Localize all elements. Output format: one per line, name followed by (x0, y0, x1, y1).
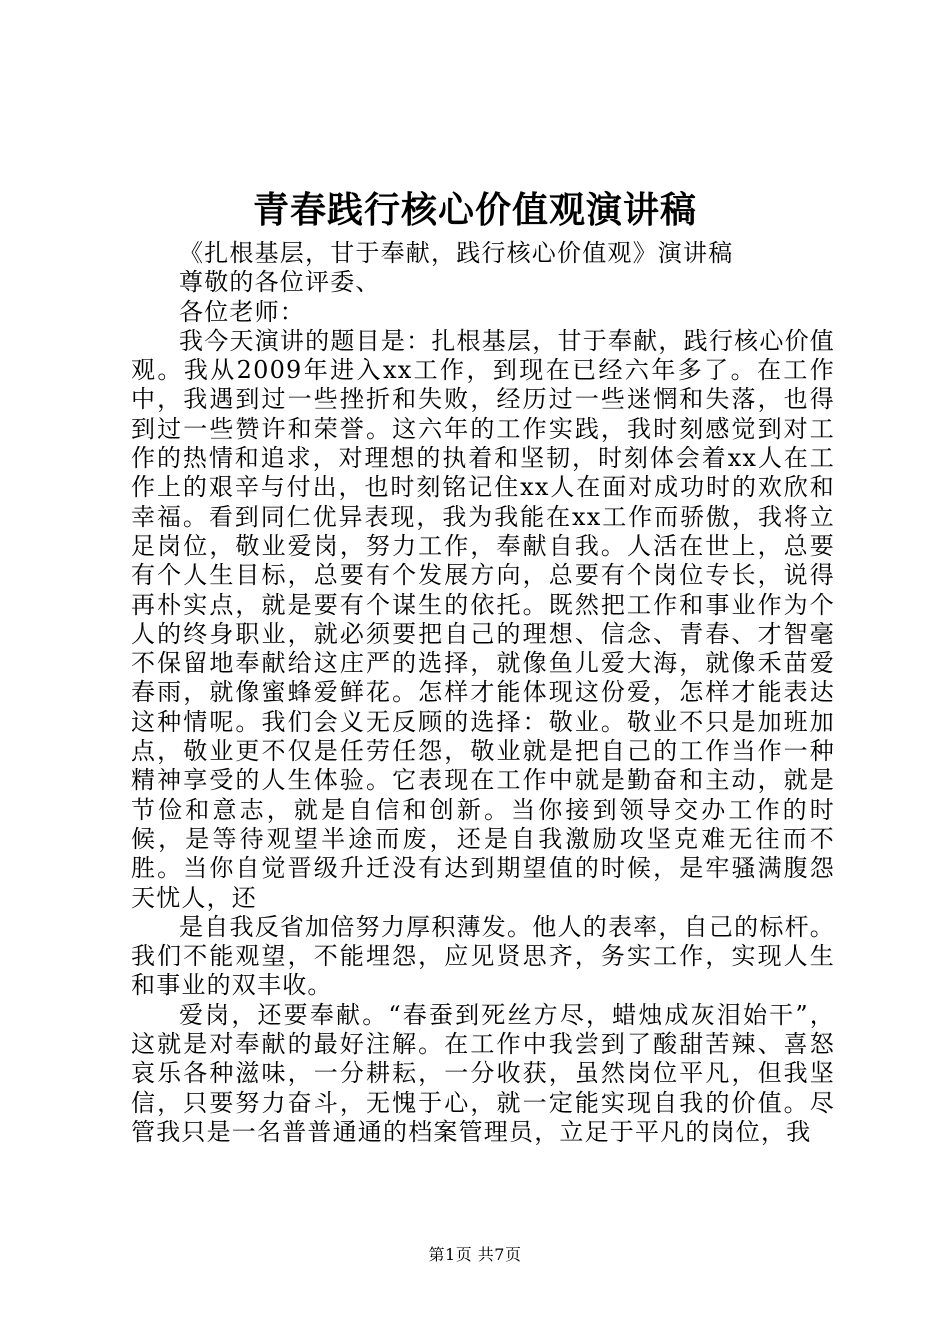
salutation-judges: 尊敬的各位评委、 (179, 268, 381, 297)
body-paragraph: 我今天演讲的题目是：扎根基层，甘于奉献，践行核心价值观。我从2009年进入xx工作，到现在已经六年多了。在工作中，我遇到过一些挫折和失败，经历过一些迷惘和失落，也得到过一些赞许和荣誉。这六年的工作实践，我时刻感觉到对工作的热情和追求，对理想的执着和坚韧，时刻体会着xx人在工作上的艰辛与付出，也时刻铭记住xx人在面对成功时的欢欣和幸福。看到同仁优异表现，我为我能在xx工作而骄傲，我将立足岗位，敬业爱岗，努力工作，奉献自我。人活在世上，总要有个人生目标，总要有个发展方向，总要有个岗位专长，说得再朴实点，就是要有个谋生的依托。既然把工作和事业作为个人的终身职业，就必须要把自己的理想、信念、青春、才智毫不保留地奉献给这庄严的选择，就像鱼儿爱大海，就像禾苗爱春雨，就像蜜蜂爱鲜花。怎样才能体现这份爱，怎样才能表达这种情呢。我们会义无反顾的选择：敬业。敬业不只是加班加点，敬业更不仅是任劳任怨，敬业就是把自己的工作当作一种精神享受的人生体验。它表现在工作中就是勤奋和主动，就是节俭和意志，就是自信和创新。当你接到领导交办工作的时候，是等待观望半途而废，还是自我激励攻坚克难无往而不胜。当你自觉晋级升迁没有达到期望值的时候，是牢骚满腹怨天忧人，还 (131, 326, 835, 912)
body-paragraph: 爱岗，还要奉献。“春蚕到死丝方尽，蜡烛成灰泪始干”，这就是对奉献的最好注解。在工作中我尝到了酸甜苦辣、喜怒哀乐各种滋味，一分耕耘，一分收获，虽然岗位平凡，但我坚信，只要努力奋斗，无愧于心，就一定能实现自我的价值。尽管我只是一名普普通通的档案管理员，立足于平凡的岗位，我 (131, 1000, 835, 1146)
salutation-teachers: 各位老师： (179, 297, 305, 326)
document-body (131, 239, 835, 1147)
body-paragraph: 是自我反省加倍努力厚积薄发。他人的表率，自己的标杆。我们不能观望，不能埋怨，应见贤思齐，务实工作，实现人生和事业的双丰收。 (131, 912, 835, 1000)
document-title: 青春践行核心价值观演讲稿 (252, 189, 697, 231)
page-number-footer: 第1页 共7页 (428, 1245, 522, 1264)
speech-subtitle: 《扎根基层，甘于奉献，践行核心价值观》演讲稿 (179, 239, 734, 267)
